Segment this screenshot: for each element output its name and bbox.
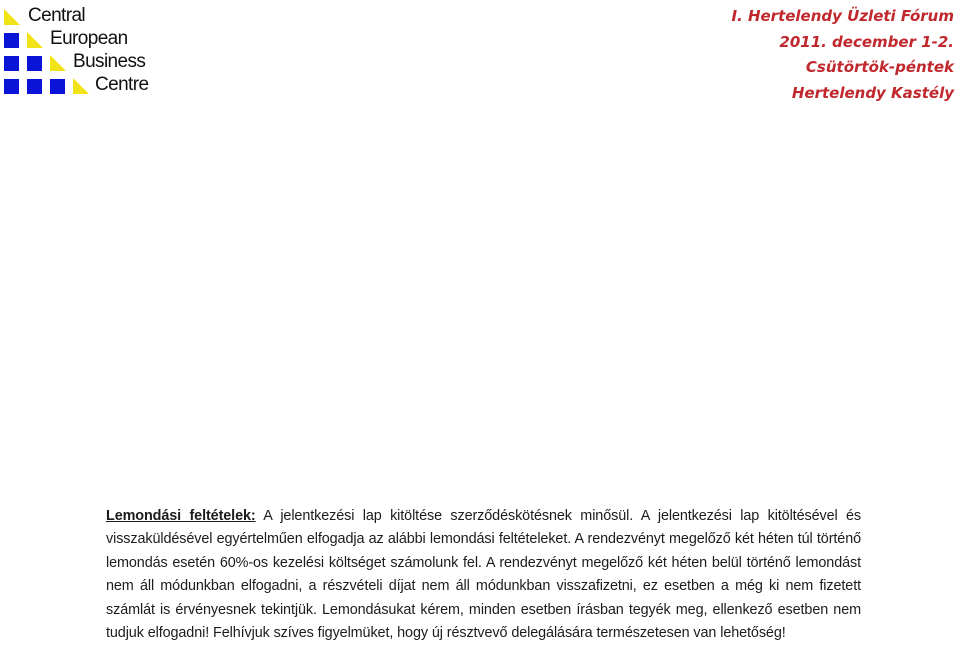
- logo-word-business: Business: [73, 51, 146, 72]
- logo-square: [27, 56, 42, 71]
- logo-triangle: [4, 9, 20, 25]
- logo-triangle: [73, 78, 89, 94]
- logo-square: [4, 33, 19, 48]
- logo-word-european: European: [50, 28, 128, 49]
- logo-word-central: Central: [28, 5, 86, 26]
- event-title: I. Hertelendy Üzleti Fórum: [731, 7, 954, 25]
- terms-text: A jelentkezési lap kitöltése szerződéskötésnek minősül. A jelentkezési lap kitöltésével és visszaküldésével egyértelműen elfogadja az alábbi lemondási feltételeket. A rendezvényt megelőző két héten túl történő lemondás esetén 60%-os kezelési költséget számolunk fel. A rendezvényt megelőző két héten belül történő lemondást nem áll módunkban elfogadni, a részvételi díjat nem áll módunkban visszafizetni, ez esetben a még ki nem fizetett számlát is érvényesnek tekintjük. Lemondásukat kérem, minden esetben írásban tegyék meg, ellenkező esetben nem tudjuk elfogadni! Felhívjuk szíves figyelmüket, hogy új résztvevő delegálására természetesen van lehetőség!: [106, 508, 862, 642]
- event-days: Csütörtök-péntek: [805, 58, 954, 76]
- logo-square: [27, 79, 42, 94]
- logo-triangle: [27, 32, 43, 48]
- cancellation-terms: [106, 505, 861, 645]
- cebc-logo: [4, 5, 224, 100]
- logo-square: [4, 56, 19, 71]
- logo-square: [50, 79, 65, 94]
- logo-word-centre: Centre: [95, 74, 149, 95]
- terms-label: Lemondási feltételek:: [106, 508, 256, 524]
- logo-triangle: [50, 55, 66, 71]
- logo-square: [4, 79, 19, 94]
- event-date: 2011. december 1-2.: [779, 32, 954, 51]
- event-venue: Hertelendy Kastély: [791, 83, 954, 102]
- event-info: [731, 4, 954, 106]
